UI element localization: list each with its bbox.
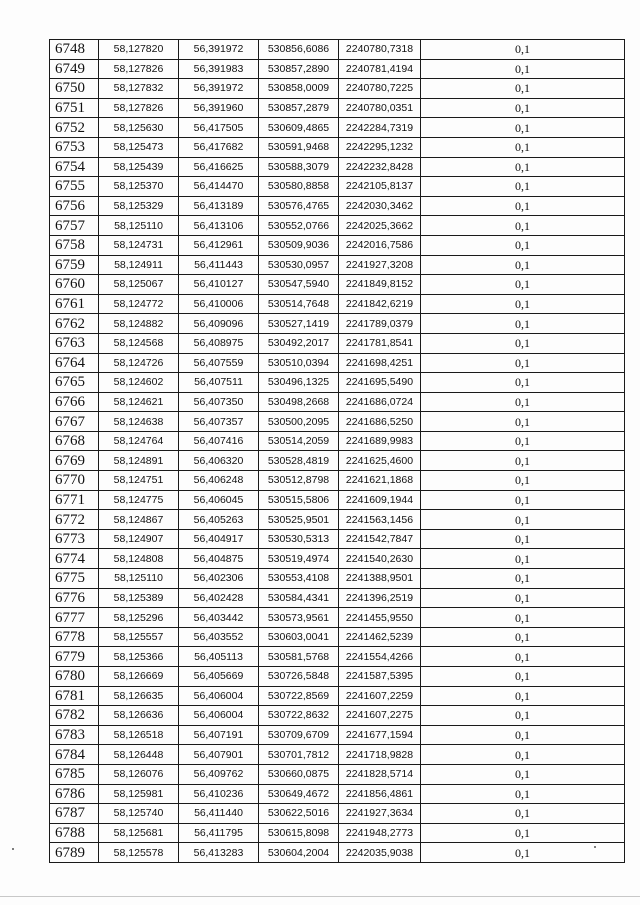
table-row — [50, 588, 625, 608]
y-coordinate-cell: 2241948,2773 — [339, 823, 421, 843]
accuracy-cell: 0,1 — [421, 333, 625, 353]
latitude-cell: 58,124891 — [99, 451, 179, 471]
y-coordinate-cell: 2242105,8137 — [339, 177, 421, 197]
table-row — [50, 412, 625, 432]
x-coordinate-cell: 530525,9501 — [259, 510, 339, 530]
accuracy-cell: 0,1 — [421, 255, 625, 275]
table-row — [50, 275, 625, 295]
point-number-cell: 6788 — [50, 823, 99, 843]
accuracy-cell: 0,1 — [421, 40, 625, 60]
longitude-cell: 56,407350 — [179, 392, 259, 412]
y-coordinate-cell: 2240780,7225 — [339, 79, 421, 99]
longitude-cell: 56,407511 — [179, 373, 259, 393]
longitude-cell: 56,411795 — [179, 823, 259, 843]
table-row — [50, 333, 625, 353]
latitude-cell: 58,125370 — [99, 177, 179, 197]
longitude-cell: 56,407559 — [179, 353, 259, 373]
x-coordinate-cell: 530515,5806 — [259, 490, 339, 510]
point-number-cell: 6767 — [50, 412, 99, 432]
point-number-cell: 6771 — [50, 490, 99, 510]
latitude-cell: 58,125110 — [99, 216, 179, 236]
y-coordinate-cell: 2241927,3208 — [339, 255, 421, 275]
x-coordinate-cell: 530512,8798 — [259, 471, 339, 491]
accuracy-cell: 0,1 — [421, 706, 625, 726]
y-coordinate-cell: 2241927,3634 — [339, 804, 421, 824]
x-coordinate-cell: 530528,4819 — [259, 451, 339, 471]
point-number-cell: 6757 — [50, 216, 99, 236]
point-number-cell: 6768 — [50, 431, 99, 451]
x-coordinate-cell: 530519,4974 — [259, 549, 339, 569]
longitude-cell: 56,403552 — [179, 627, 259, 647]
latitude-cell: 58,125439 — [99, 157, 179, 177]
accuracy-cell: 0,1 — [421, 157, 625, 177]
x-coordinate-cell: 530498,2668 — [259, 392, 339, 412]
x-coordinate-cell: 530604,2004 — [259, 843, 339, 863]
accuracy-cell: 0,1 — [421, 588, 625, 608]
table-row — [50, 667, 625, 687]
y-coordinate-cell: 2241388,9501 — [339, 569, 421, 589]
latitude-cell: 58,124867 — [99, 510, 179, 530]
accuracy-cell: 0,1 — [421, 392, 625, 412]
table-row — [50, 706, 625, 726]
y-coordinate-cell: 2241625,4600 — [339, 451, 421, 471]
point-number-cell: 6787 — [50, 804, 99, 824]
point-number-cell: 6786 — [50, 784, 99, 804]
accuracy-cell: 0,1 — [421, 647, 625, 667]
table-row — [50, 157, 625, 177]
latitude-cell: 58,125557 — [99, 627, 179, 647]
table-row — [50, 137, 625, 157]
accuracy-cell: 0,1 — [421, 725, 625, 745]
accuracy-cell: 0,1 — [421, 59, 625, 79]
point-number-cell: 6766 — [50, 392, 99, 412]
x-coordinate-cell: 530514,2059 — [259, 431, 339, 451]
latitude-cell: 58,124638 — [99, 412, 179, 432]
longitude-cell: 56,413283 — [179, 843, 259, 863]
x-coordinate-cell: 530649,4672 — [259, 784, 339, 804]
x-coordinate-cell: 530553,4108 — [259, 569, 339, 589]
latitude-cell: 58,124731 — [99, 235, 179, 255]
y-coordinate-cell: 2241689,9983 — [339, 431, 421, 451]
table-row — [50, 79, 625, 99]
y-coordinate-cell: 2241849,8152 — [339, 275, 421, 295]
table-row — [50, 451, 625, 471]
accuracy-cell: 0,1 — [421, 569, 625, 589]
longitude-cell: 56,407901 — [179, 745, 259, 765]
latitude-cell: 58,126448 — [99, 745, 179, 765]
x-coordinate-cell: 530547,5940 — [259, 275, 339, 295]
point-number-cell: 6753 — [50, 137, 99, 157]
table-row — [50, 569, 625, 589]
x-coordinate-cell: 530603,0041 — [259, 627, 339, 647]
x-coordinate-cell: 530622,5016 — [259, 804, 339, 824]
accuracy-cell: 0,1 — [421, 784, 625, 804]
latitude-cell: 58,125366 — [99, 647, 179, 667]
accuracy-cell: 0,1 — [421, 98, 625, 118]
point-number-cell: 6748 — [50, 40, 99, 60]
x-coordinate-cell: 530500,2095 — [259, 412, 339, 432]
accuracy-cell: 0,1 — [421, 137, 625, 157]
table-row — [50, 235, 625, 255]
accuracy-cell: 0,1 — [421, 686, 625, 706]
point-number-cell: 6752 — [50, 118, 99, 138]
point-number-cell: 6779 — [50, 647, 99, 667]
point-number-cell: 6761 — [50, 294, 99, 314]
point-number-cell: 6758 — [50, 235, 99, 255]
accuracy-cell: 0,1 — [421, 510, 625, 530]
latitude-cell: 58,124808 — [99, 549, 179, 569]
latitude-cell: 58,125578 — [99, 843, 179, 863]
longitude-cell: 56,417505 — [179, 118, 259, 138]
table-row — [50, 725, 625, 745]
accuracy-cell: 0,1 — [421, 549, 625, 569]
point-number-cell: 6778 — [50, 627, 99, 647]
point-number-cell: 6765 — [50, 373, 99, 393]
point-number-cell: 6759 — [50, 255, 99, 275]
point-number-cell: 6782 — [50, 706, 99, 726]
table-row — [50, 823, 625, 843]
accuracy-cell: 0,1 — [421, 373, 625, 393]
x-coordinate-cell: 530492,2017 — [259, 333, 339, 353]
latitude-cell: 58,125473 — [99, 137, 179, 157]
latitude-cell: 58,124775 — [99, 490, 179, 510]
latitude-cell: 58,125630 — [99, 118, 179, 138]
accuracy-cell: 0,1 — [421, 412, 625, 432]
longitude-cell: 56,410236 — [179, 784, 259, 804]
latitude-cell: 58,126518 — [99, 725, 179, 745]
latitude-cell: 58,127832 — [99, 79, 179, 99]
y-coordinate-cell: 2241607,2259 — [339, 686, 421, 706]
point-number-cell: 6749 — [50, 59, 99, 79]
longitude-cell: 56,416625 — [179, 157, 259, 177]
y-coordinate-cell: 2241607,2275 — [339, 706, 421, 726]
x-coordinate-cell: 530856,6086 — [259, 40, 339, 60]
x-coordinate-cell: 530858,0009 — [259, 79, 339, 99]
point-number-cell: 6785 — [50, 764, 99, 784]
y-coordinate-cell: 2242030,3462 — [339, 196, 421, 216]
x-coordinate-cell: 530588,3079 — [259, 157, 339, 177]
longitude-cell: 56,391972 — [179, 40, 259, 60]
table-row — [50, 373, 625, 393]
latitude-cell: 58,125981 — [99, 784, 179, 804]
latitude-cell: 58,125296 — [99, 608, 179, 628]
accuracy-cell: 0,1 — [421, 177, 625, 197]
y-coordinate-cell: 2241540,2630 — [339, 549, 421, 569]
table-row — [50, 216, 625, 236]
longitude-cell: 56,409762 — [179, 764, 259, 784]
longitude-cell: 56,417682 — [179, 137, 259, 157]
table-row — [50, 118, 625, 138]
x-coordinate-cell: 530530,0957 — [259, 255, 339, 275]
table-row — [50, 804, 625, 824]
y-coordinate-cell: 2241554,4266 — [339, 647, 421, 667]
latitude-cell: 58,124602 — [99, 373, 179, 393]
x-coordinate-cell: 530527,1419 — [259, 314, 339, 334]
table-row — [50, 647, 625, 667]
latitude-cell: 58,126636 — [99, 706, 179, 726]
table-row — [50, 627, 625, 647]
x-coordinate-cell: 530726,5848 — [259, 667, 339, 687]
table-row — [50, 98, 625, 118]
latitude-cell: 58,125389 — [99, 588, 179, 608]
x-coordinate-cell: 530496,1325 — [259, 373, 339, 393]
accuracy-cell: 0,1 — [421, 764, 625, 784]
y-coordinate-cell: 2242016,7586 — [339, 235, 421, 255]
point-number-cell: 6770 — [50, 471, 99, 491]
point-number-cell: 6774 — [50, 549, 99, 569]
table-row — [50, 59, 625, 79]
table-row — [50, 177, 625, 197]
y-coordinate-cell: 2241718,9828 — [339, 745, 421, 765]
longitude-cell: 56,406320 — [179, 451, 259, 471]
table-row — [50, 608, 625, 628]
point-number-cell: 6776 — [50, 588, 99, 608]
scan-speck — [594, 846, 596, 848]
latitude-cell: 58,124568 — [99, 333, 179, 353]
longitude-cell: 56,404917 — [179, 529, 259, 549]
x-coordinate-cell: 530581,5768 — [259, 647, 339, 667]
latitude-cell: 58,125067 — [99, 275, 179, 295]
latitude-cell: 58,127826 — [99, 59, 179, 79]
latitude-cell: 58,124882 — [99, 314, 179, 334]
latitude-cell: 58,124907 — [99, 529, 179, 549]
y-coordinate-cell: 2241542,7847 — [339, 529, 421, 549]
x-coordinate-cell: 530609,4865 — [259, 118, 339, 138]
coordinates-table — [49, 39, 625, 863]
point-number-cell: 6769 — [50, 451, 99, 471]
table-row — [50, 431, 625, 451]
latitude-cell: 58,124751 — [99, 471, 179, 491]
accuracy-cell: 0,1 — [421, 79, 625, 99]
point-number-cell: 6756 — [50, 196, 99, 216]
table-row — [50, 843, 625, 863]
x-coordinate-cell: 530509,9036 — [259, 235, 339, 255]
y-coordinate-cell: 2241462,5239 — [339, 627, 421, 647]
table-row — [50, 353, 625, 373]
accuracy-cell: 0,1 — [421, 823, 625, 843]
latitude-cell: 58,125681 — [99, 823, 179, 843]
latitude-cell: 58,124764 — [99, 431, 179, 451]
y-coordinate-cell: 2242025,3662 — [339, 216, 421, 236]
table-row — [50, 392, 625, 412]
point-number-cell: 6783 — [50, 725, 99, 745]
accuracy-cell: 0,1 — [421, 843, 625, 863]
longitude-cell: 56,414470 — [179, 177, 259, 197]
x-coordinate-cell: 530576,4765 — [259, 196, 339, 216]
point-number-cell: 6754 — [50, 157, 99, 177]
y-coordinate-cell: 2241856,4861 — [339, 784, 421, 804]
table-row — [50, 510, 625, 530]
point-number-cell: 6775 — [50, 569, 99, 589]
longitude-cell: 56,411440 — [179, 804, 259, 824]
longitude-cell: 56,406004 — [179, 706, 259, 726]
longitude-cell: 56,403442 — [179, 608, 259, 628]
point-number-cell: 6750 — [50, 79, 99, 99]
accuracy-cell: 0,1 — [421, 745, 625, 765]
x-coordinate-cell: 530615,8098 — [259, 823, 339, 843]
longitude-cell: 56,408975 — [179, 333, 259, 353]
accuracy-cell: 0,1 — [421, 451, 625, 471]
accuracy-cell: 0,1 — [421, 431, 625, 451]
y-coordinate-cell: 2241621,1868 — [339, 471, 421, 491]
latitude-cell: 58,124621 — [99, 392, 179, 412]
y-coordinate-cell: 2241781,8541 — [339, 333, 421, 353]
accuracy-cell: 0,1 — [421, 314, 625, 334]
x-coordinate-cell: 530660,0875 — [259, 764, 339, 784]
longitude-cell: 56,410127 — [179, 275, 259, 295]
longitude-cell: 56,402428 — [179, 588, 259, 608]
x-coordinate-cell: 530709,6709 — [259, 725, 339, 745]
table-row — [50, 490, 625, 510]
accuracy-cell: 0,1 — [421, 529, 625, 549]
point-number-cell: 6764 — [50, 353, 99, 373]
longitude-cell: 56,407357 — [179, 412, 259, 432]
y-coordinate-cell: 2241677,1594 — [339, 725, 421, 745]
x-coordinate-cell: 530584,4341 — [259, 588, 339, 608]
latitude-cell: 58,125110 — [99, 569, 179, 589]
point-number-cell: 6763 — [50, 333, 99, 353]
y-coordinate-cell: 2241686,5250 — [339, 412, 421, 432]
x-coordinate-cell: 530701,7812 — [259, 745, 339, 765]
accuracy-cell: 0,1 — [421, 804, 625, 824]
y-coordinate-cell: 2240781,4194 — [339, 59, 421, 79]
y-coordinate-cell: 2241563,1456 — [339, 510, 421, 530]
latitude-cell: 58,127820 — [99, 40, 179, 60]
x-coordinate-cell: 530722,8632 — [259, 706, 339, 726]
accuracy-cell: 0,1 — [421, 608, 625, 628]
y-coordinate-cell: 2242284,7319 — [339, 118, 421, 138]
point-number-cell: 6780 — [50, 667, 99, 687]
y-coordinate-cell: 2241609,1944 — [339, 490, 421, 510]
accuracy-cell: 0,1 — [421, 353, 625, 373]
latitude-cell: 58,125740 — [99, 804, 179, 824]
y-coordinate-cell: 2241828,5714 — [339, 764, 421, 784]
accuracy-cell: 0,1 — [421, 275, 625, 295]
table-row — [50, 549, 625, 569]
longitude-cell: 56,407191 — [179, 725, 259, 745]
latitude-cell: 58,124911 — [99, 255, 179, 275]
x-coordinate-cell: 530591,9468 — [259, 137, 339, 157]
longitude-cell: 56,405669 — [179, 667, 259, 687]
latitude-cell: 58,126635 — [99, 686, 179, 706]
accuracy-cell: 0,1 — [421, 216, 625, 236]
longitude-cell: 56,391972 — [179, 79, 259, 99]
table-row — [50, 471, 625, 491]
y-coordinate-cell: 2242295,1232 — [339, 137, 421, 157]
table-row — [50, 40, 625, 60]
y-coordinate-cell: 2242232,8428 — [339, 157, 421, 177]
coordinates-table-body — [50, 40, 625, 863]
longitude-cell: 56,402306 — [179, 569, 259, 589]
accuracy-cell: 0,1 — [421, 627, 625, 647]
accuracy-cell: 0,1 — [421, 490, 625, 510]
latitude-cell: 58,126076 — [99, 764, 179, 784]
point-number-cell: 6762 — [50, 314, 99, 334]
accuracy-cell: 0,1 — [421, 471, 625, 491]
point-number-cell: 6777 — [50, 608, 99, 628]
y-coordinate-cell: 2241789,0379 — [339, 314, 421, 334]
x-coordinate-cell: 530722,8569 — [259, 686, 339, 706]
y-coordinate-cell: 2241695,5490 — [339, 373, 421, 393]
x-coordinate-cell: 530857,2890 — [259, 59, 339, 79]
latitude-cell: 58,127826 — [99, 98, 179, 118]
page-edge-line — [0, 896, 640, 897]
table-row — [50, 255, 625, 275]
latitude-cell: 58,126669 — [99, 667, 179, 687]
longitude-cell: 56,405113 — [179, 647, 259, 667]
y-coordinate-cell: 2240780,7318 — [339, 40, 421, 60]
table-row — [50, 686, 625, 706]
longitude-cell: 56,406045 — [179, 490, 259, 510]
table-row — [50, 294, 625, 314]
x-coordinate-cell: 530530,5313 — [259, 529, 339, 549]
point-number-cell: 6784 — [50, 745, 99, 765]
longitude-cell: 56,413106 — [179, 216, 259, 236]
accuracy-cell: 0,1 — [421, 294, 625, 314]
y-coordinate-cell: 2241587,5395 — [339, 667, 421, 687]
point-number-cell: 6781 — [50, 686, 99, 706]
x-coordinate-cell: 530573,9561 — [259, 608, 339, 628]
accuracy-cell: 0,1 — [421, 235, 625, 255]
x-coordinate-cell: 530857,2879 — [259, 98, 339, 118]
table-row — [50, 745, 625, 765]
longitude-cell: 56,407416 — [179, 431, 259, 451]
longitude-cell: 56,391983 — [179, 59, 259, 79]
point-number-cell: 6772 — [50, 510, 99, 530]
x-coordinate-cell: 530552,0766 — [259, 216, 339, 236]
latitude-cell: 58,124772 — [99, 294, 179, 314]
table-row — [50, 764, 625, 784]
accuracy-cell: 0,1 — [421, 196, 625, 216]
point-number-cell: 6773 — [50, 529, 99, 549]
x-coordinate-cell: 530514,7648 — [259, 294, 339, 314]
point-number-cell: 6789 — [50, 843, 99, 863]
accuracy-cell: 0,1 — [421, 118, 625, 138]
y-coordinate-cell: 2242035,9038 — [339, 843, 421, 863]
y-coordinate-cell: 2241686,0724 — [339, 392, 421, 412]
longitude-cell: 56,406248 — [179, 471, 259, 491]
y-coordinate-cell: 2241698,4251 — [339, 353, 421, 373]
longitude-cell: 56,406004 — [179, 686, 259, 706]
point-number-cell: 6760 — [50, 275, 99, 295]
longitude-cell: 56,410006 — [179, 294, 259, 314]
latitude-cell: 58,124726 — [99, 353, 179, 373]
y-coordinate-cell: 2241455,9550 — [339, 608, 421, 628]
latitude-cell: 58,125329 — [99, 196, 179, 216]
table-row — [50, 196, 625, 216]
y-coordinate-cell: 2241396,2519 — [339, 588, 421, 608]
longitude-cell: 56,411443 — [179, 255, 259, 275]
longitude-cell: 56,405263 — [179, 510, 259, 530]
longitude-cell: 56,412961 — [179, 235, 259, 255]
table-row — [50, 529, 625, 549]
longitude-cell: 56,409096 — [179, 314, 259, 334]
y-coordinate-cell: 2241842,6219 — [339, 294, 421, 314]
table-row — [50, 784, 625, 804]
scan-speck — [12, 848, 14, 850]
longitude-cell: 56,413189 — [179, 196, 259, 216]
x-coordinate-cell: 530580,8858 — [259, 177, 339, 197]
point-number-cell: 6751 — [50, 98, 99, 118]
point-number-cell: 6755 — [50, 177, 99, 197]
longitude-cell: 56,391960 — [179, 98, 259, 118]
x-coordinate-cell: 530510,0394 — [259, 353, 339, 373]
longitude-cell: 56,404875 — [179, 549, 259, 569]
accuracy-cell: 0,1 — [421, 667, 625, 687]
table-row — [50, 314, 625, 334]
y-coordinate-cell: 2240780,0351 — [339, 98, 421, 118]
